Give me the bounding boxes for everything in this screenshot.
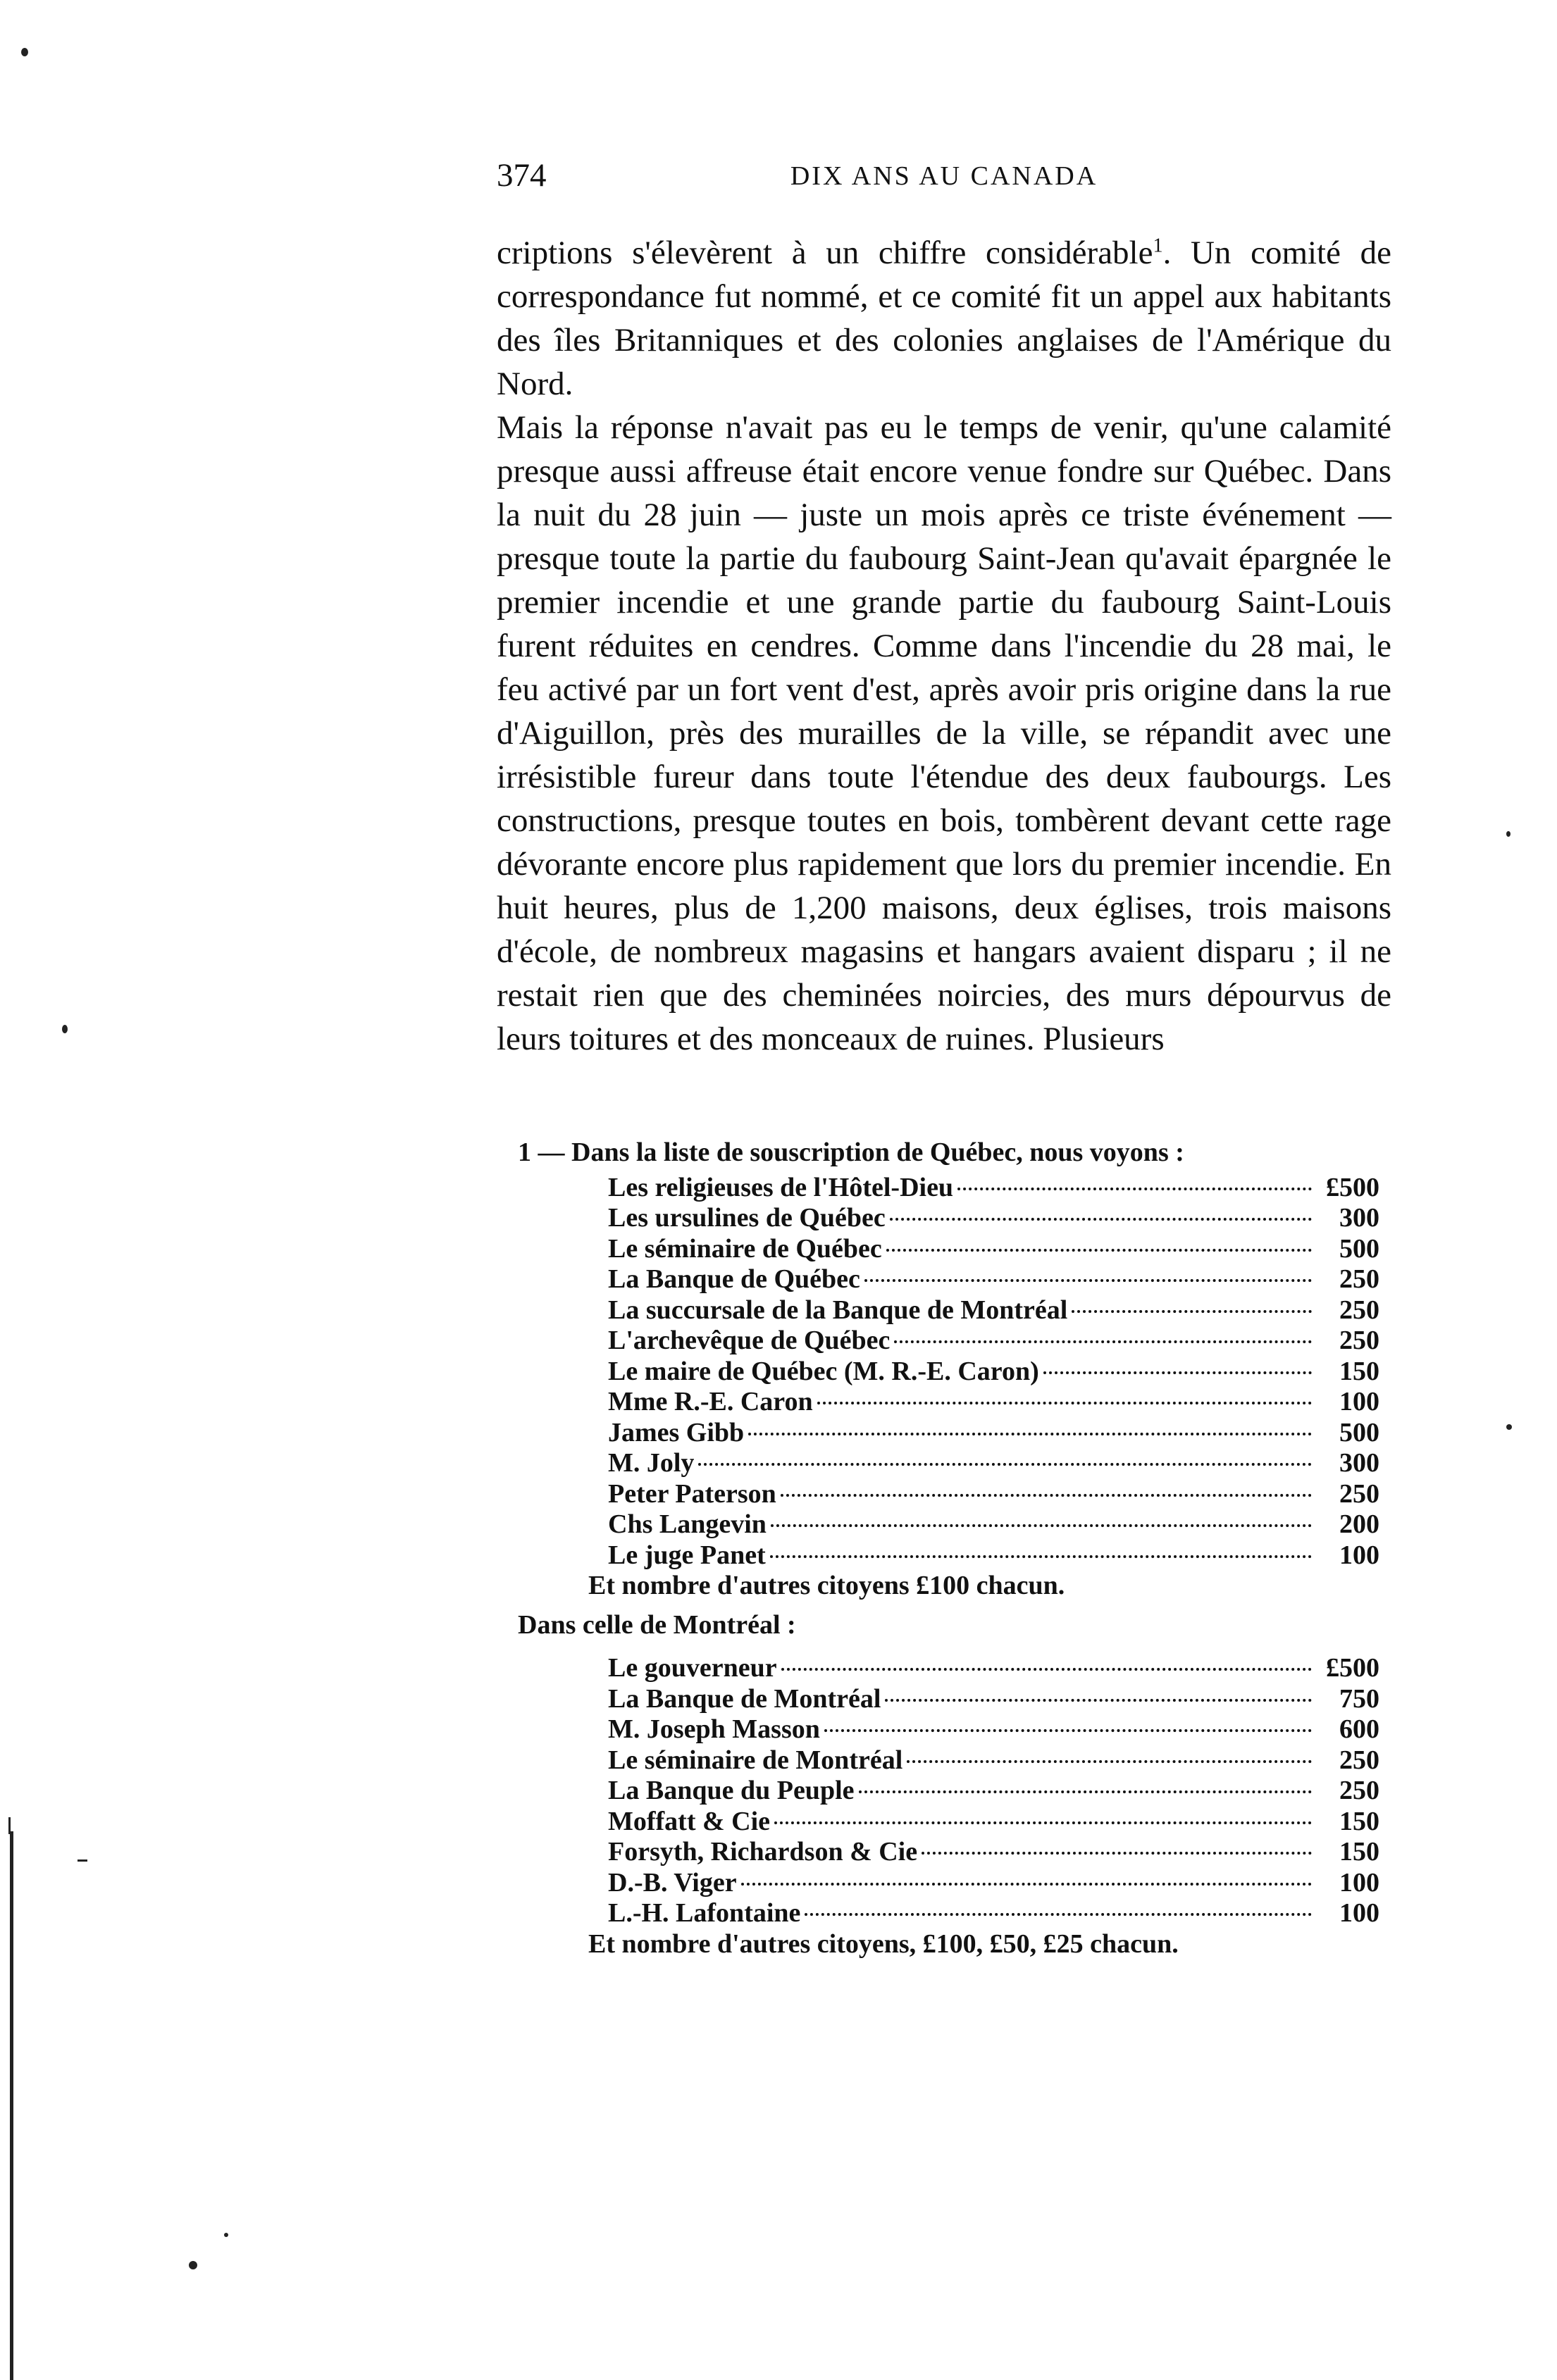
list-item: Le juge Panet 100	[608, 1540, 1379, 1570]
list-item: Les religieuses de l'Hôtel-Dieu £500	[608, 1172, 1379, 1202]
scan-speck	[1506, 1424, 1512, 1430]
list-item: M. Joseph Masson 600	[608, 1714, 1379, 1744]
list-item: Le maire de Québec (M. R.-E. Caron) 150	[608, 1356, 1379, 1386]
paragraph-1: criptions s'élevèrent à un chiffre considérable$^1$. Un comité de correspondance fut nommé, et ce comité fit un appel aux habitants des îles Britanniques et des colonies anglaises de l'Amérique du Nord.	[497, 235, 1391, 402]
list-item: Forsyth, Richardson & Cie 150	[608, 1837, 1379, 1867]
quebec-tail: Et nombre d'autres citoyens £100 chacun.	[588, 1571, 1065, 1600]
scan-edge-line	[77, 1859, 87, 1862]
scan-speck	[224, 2233, 228, 2237]
footnote	[518, 1138, 1391, 1967]
list-item: Le séminaire de Montréal 250	[608, 1745, 1379, 1775]
list-item: L'archevêque de Québec 250	[608, 1326, 1379, 1355]
quebec-subscription-list	[608, 1173, 1379, 1571]
running-title: DIX ANS AU CANADA	[790, 161, 1098, 191]
scan-edge-line	[8, 1817, 11, 1834]
list-item: La Banque de Montréal 750	[608, 1683, 1379, 1714]
list-item: James Gibb 500	[608, 1417, 1379, 1447]
montreal-label: Dans celle de Montréal :	[518, 1609, 796, 1640]
list-item: M. Joly 300	[608, 1448, 1379, 1478]
list-item: La Banque du Peuple 250	[608, 1776, 1379, 1805]
list-item: Le séminaire de Québec 500	[608, 1233, 1379, 1264]
running-head	[497, 156, 1391, 199]
list-item: Mme R.-E. Caron 100	[608, 1387, 1379, 1416]
list-item: Les ursulines de Québec 300	[608, 1203, 1379, 1233]
scan-speck	[21, 48, 28, 56]
list-item: D.-B. Viger 100	[608, 1867, 1379, 1898]
list-item: Le gouverneur £500	[608, 1653, 1379, 1683]
body-text	[497, 231, 1391, 1061]
list-item: La succursale de la Banque de Montréal 250	[608, 1295, 1379, 1325]
scan-edge-line	[10, 1831, 13, 2380]
footnote-intro: 1 — Dans la liste de souscription de Québec, nous voyons :	[518, 1138, 1184, 1167]
montreal-tail: Et nombre d'autres citoyens, £100, £50, £25 chacun.	[588, 1929, 1179, 1959]
list-item: Moffatt & Cie 150	[608, 1806, 1379, 1836]
scan-speck	[62, 1025, 68, 1033]
scan-speck	[1506, 831, 1511, 837]
page-number: 374	[497, 157, 547, 194]
list-item: L.-H. Lafontaine 100	[608, 1898, 1379, 1928]
paragraph-2: Mais la réponse n'avait pas eu le temps de venir, qu'une calamité presque aussi affreuse était encore venue fondre sur Québec. Dans la nuit du 28 juin — juste un mois après ce triste événement — presque toute la partie du faubourg Saint-Jean qu'avait épargnée le premier incendie et une grande partie du faubourg Saint-Louis furent réduites en cendres. Comme dans l'incendie du 28 mai, le feu activé par un fort vent d'est, après avoir pris origine dans la rue d'Aiguillon, près des murailles de la ville, se répandit avec une irrésistible fureur dans toute l'étendue des deux faubourgs. Les constructions, presque toutes en bois, tombèrent devant cette rage dévorante encore plus rapidement que lors du premier incendie. En huit heures, plus de 1,200 maisons, deux églises, trois maisons d'école, de nombreux magasins et hangars avaient disparu ; il ne restait rien que des cheminées noircies, des murs dépourvus de leurs toitures et des monceaux de ruines. Plusieurs	[497, 409, 1391, 1057]
list-item: La Banque de Québec 250	[608, 1264, 1379, 1294]
montreal-subscription-list	[608, 1653, 1379, 1929]
footnote-ref[interactable]: 1	[1153, 235, 1163, 257]
scan-speck	[189, 2261, 197, 2269]
list-item: Peter Paterson 250	[608, 1478, 1379, 1509]
list-item: Chs Langevin 200	[608, 1509, 1379, 1539]
